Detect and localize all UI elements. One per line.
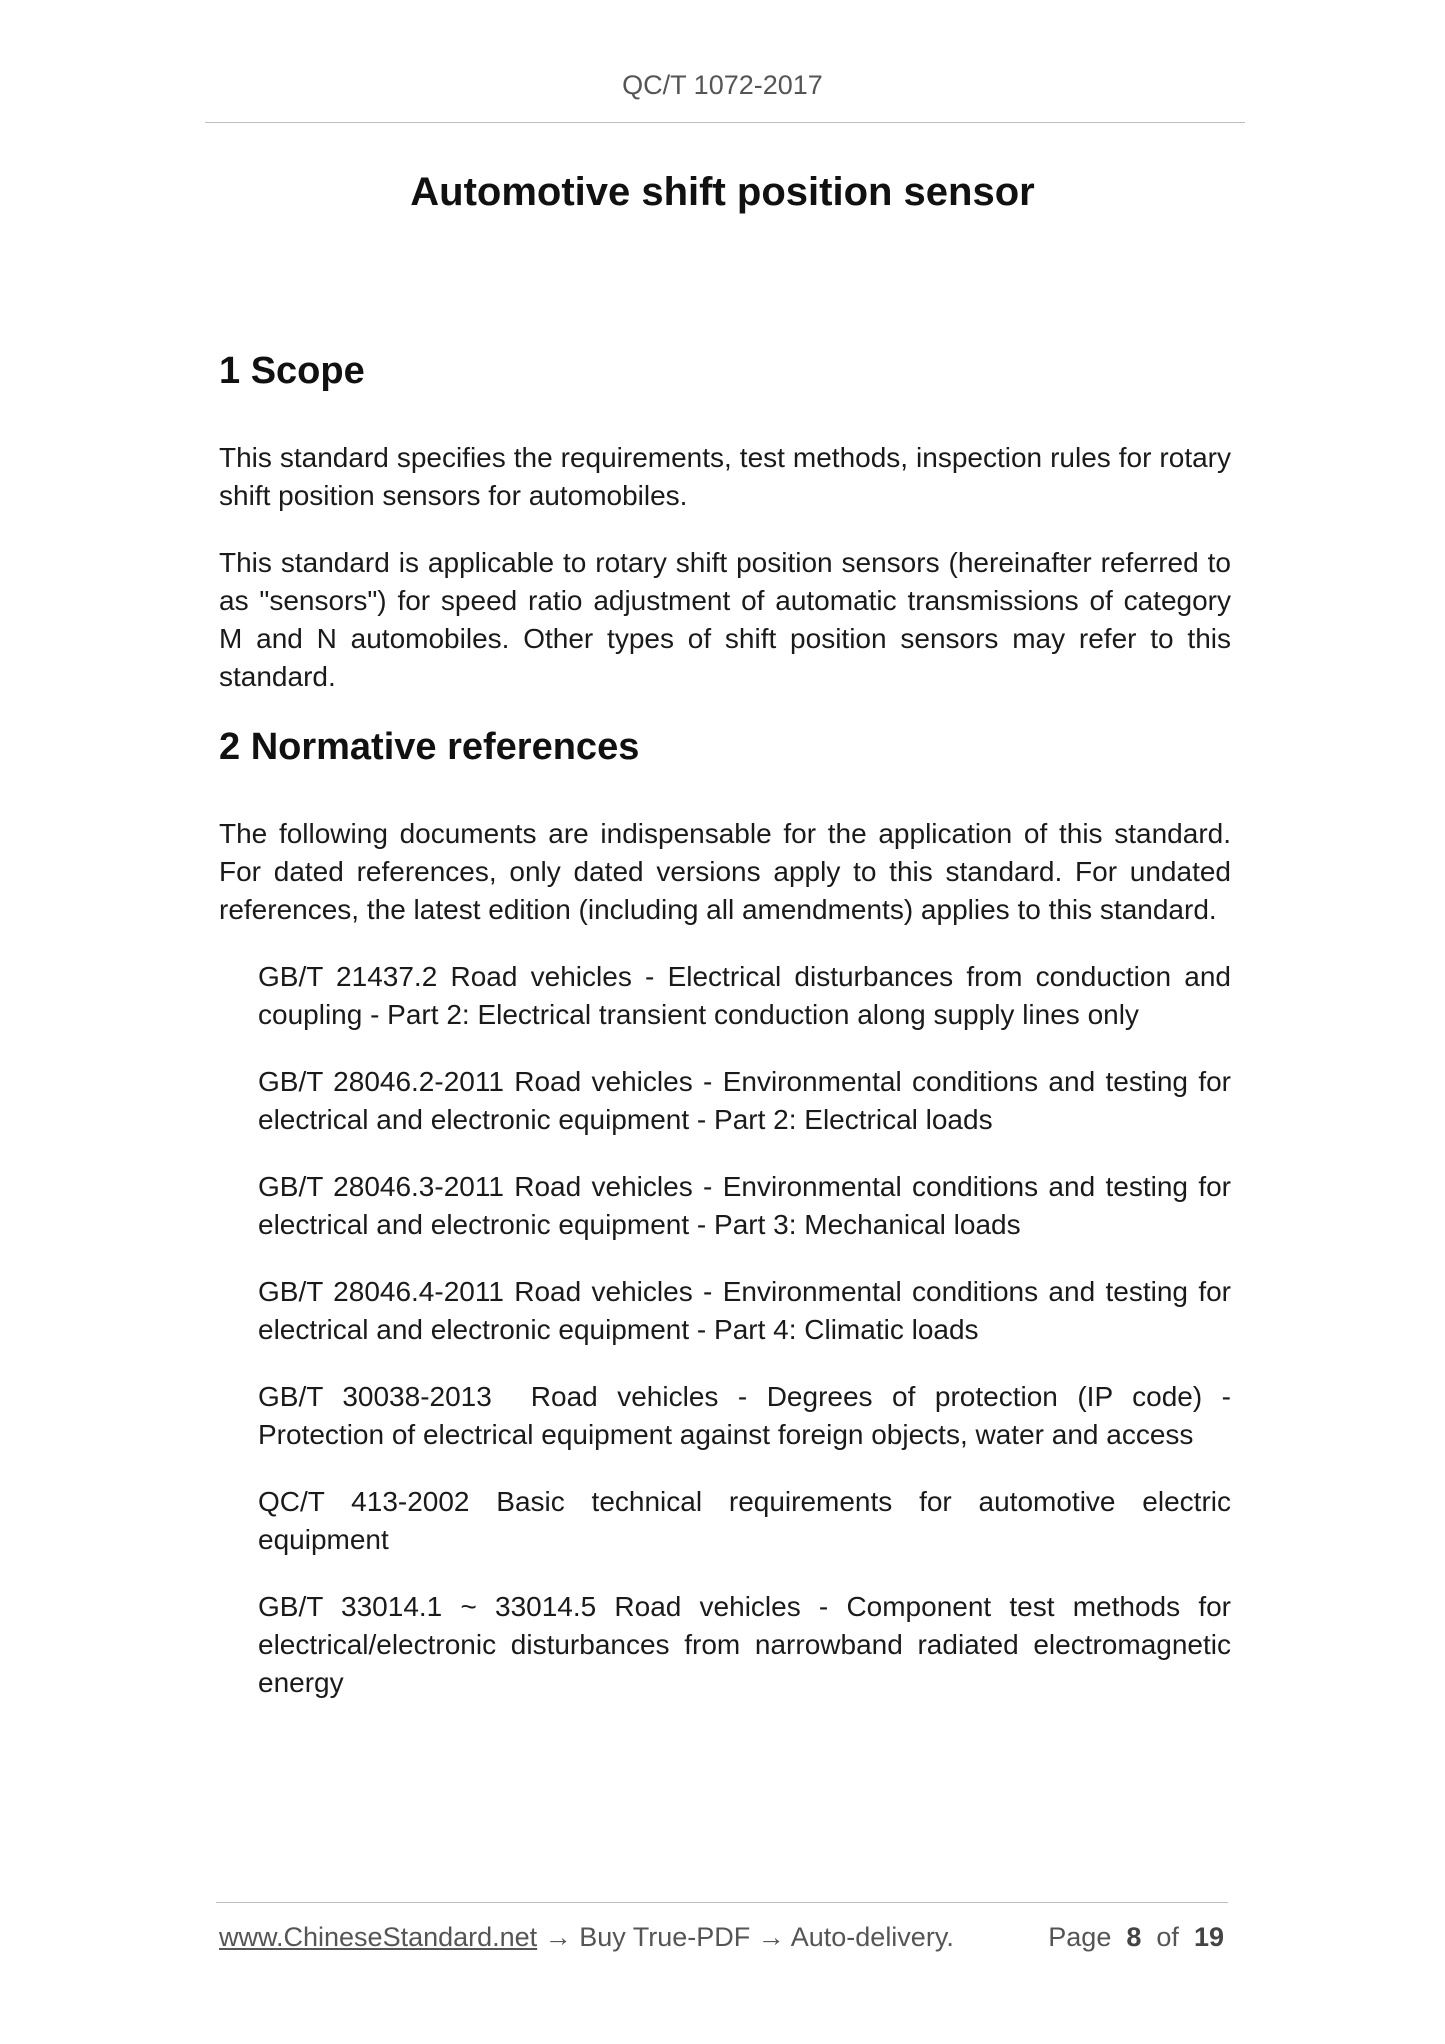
header-standard-code: QC/T 1072-2017 — [622, 70, 823, 100]
reference-list — [219, 958, 1239, 1702]
footer-tagline: → Buy True-PDF → Auto-delivery. — [537, 1922, 954, 1952]
reference-item: GB/T 28046.2-2011 Road vehicles - Environmental conditions and testing for electrical and electronic equipment - Part 2: Electrical loads — [258, 1066, 1231, 1135]
page-of-label: of — [1156, 1922, 1179, 1952]
reference-item: GB/T 30038-2013 Road vehicles - Degrees of protection (IP code) - Protection of electrical equipment against foreign objects, water and access — [258, 1381, 1239, 1450]
website-link[interactable]: www.ChineseStandard.net — [219, 1922, 538, 1952]
footer-divider — [216, 1902, 1228, 1903]
page-current: 8 — [1126, 1922, 1142, 1952]
section-heading-scope: 1 Scope — [219, 350, 365, 392]
reference-item: GB/T 28046.3-2011 Road vehicles - Environmental conditions and testing for electrical and electronic equipment - Part 3: Mechanical loads — [258, 1171, 1231, 1240]
reference-item: GB/T 33014.1 ~ 33014.5 Road vehicles - Component test methods for electrical/electronic disturbances from narrowband radiated electromagnetic energy — [258, 1591, 1231, 1698]
reference-item: QC/T 413-2002 Basic technical requirements for automotive electric equipment — [258, 1486, 1231, 1555]
header-divider — [205, 122, 1245, 123]
document-title: Automotive shift position sensor — [410, 170, 1035, 214]
page-number — [1048, 1922, 1224, 1953]
section-heading-normative-references: 2 Normative references — [219, 726, 640, 768]
scope-paragraph: This standard specifies the requirements, test methods, inspection rules for rotary shift position sensors for automobiles. — [219, 442, 1231, 511]
scope-paragraph: This standard is applicable to rotary shift position sensors (hereinafter referred to as "sensors") for speed ratio adjustment of automatic transmissions of category M and N automobiles. Other types of shift position sensors may refer to this standard. — [219, 547, 1231, 692]
page-label: Page — [1048, 1922, 1112, 1952]
page-footer — [219, 1922, 1224, 1953]
normative-references-intro: The following documents are indispensable for the application of this standard. For dated references, only dated versions apply to this standard. For undated references, the latest edition (including all amendments) applies to this standard. — [219, 818, 1231, 925]
reference-item: GB/T 28046.4-2011 Road vehicles - Environmental conditions and testing for electrical and electronic equipment - Part 4: Climatic loads — [258, 1276, 1231, 1345]
document-body — [219, 350, 1239, 1731]
reference-item: GB/T 21437.2 Road vehicles - Electrical disturbances from conduction and coupling - Part 2: Electrical transient conduction along supply lines only — [258, 961, 1231, 1030]
page-total: 19 — [1193, 1922, 1224, 1952]
